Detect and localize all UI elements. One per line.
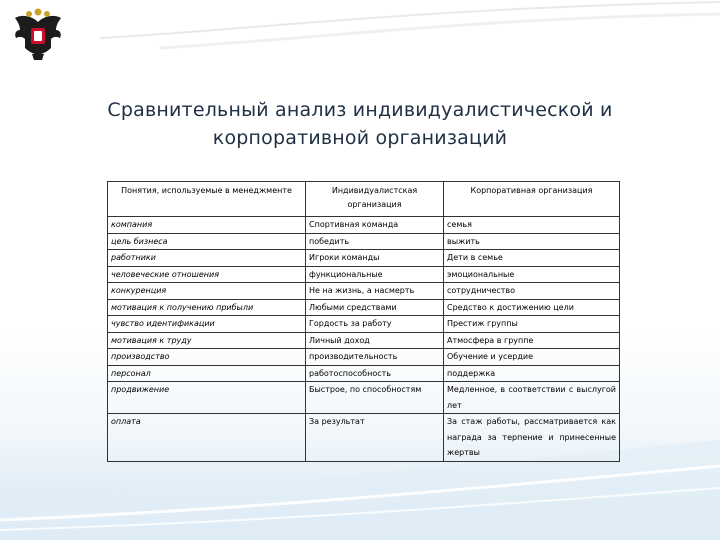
table-header-row bbox=[108, 182, 620, 217]
row-concept: компания bbox=[108, 217, 306, 234]
row-individualist: Не на жизнь, а насмерть bbox=[306, 283, 444, 300]
row-concept: конкуренция bbox=[108, 283, 306, 300]
row-concept: производство bbox=[108, 349, 306, 366]
top-wave-decoration bbox=[100, 0, 720, 70]
row-individualist: Спортивная команда bbox=[306, 217, 444, 234]
row-concept: оплата bbox=[108, 414, 306, 462]
slide-title bbox=[60, 96, 660, 152]
row-concept: продвижение bbox=[108, 382, 306, 414]
table-row bbox=[108, 382, 620, 414]
row-corporate: выжить bbox=[444, 233, 620, 250]
header-individualist: Индивидуалистская организация bbox=[306, 182, 444, 217]
header-concepts: Понятия, используемые в менеджменте bbox=[108, 182, 306, 217]
title-line-2: корпоративной организаций bbox=[212, 127, 508, 149]
row-concept: работники bbox=[108, 250, 306, 267]
row-individualist: производительность bbox=[306, 349, 444, 366]
table-row bbox=[108, 283, 620, 300]
table-row bbox=[108, 349, 620, 366]
row-individualist: работоспособность bbox=[306, 365, 444, 382]
row-individualist: Быстрое, по способностям bbox=[306, 382, 444, 414]
row-corporate: сотрудничество bbox=[444, 283, 620, 300]
row-individualist: Гордость за работу bbox=[306, 316, 444, 333]
double-headed-eagle-emblem-icon bbox=[12, 8, 64, 62]
table-row bbox=[108, 316, 620, 333]
table-row bbox=[108, 233, 620, 250]
table-row bbox=[108, 365, 620, 382]
row-concept: человеческие отношения bbox=[108, 266, 306, 283]
row-corporate: поддержка bbox=[444, 365, 620, 382]
row-corporate: Медленное, в соответствии с выслугой лет bbox=[444, 382, 620, 414]
row-concept: цель бизнеса bbox=[108, 233, 306, 250]
row-corporate: семья bbox=[444, 217, 620, 234]
row-concept: мотивация к труду bbox=[108, 332, 306, 349]
row-concept: персонал bbox=[108, 365, 306, 382]
row-corporate: За стаж работы, рассматривается как награда за терпение и принесенные жертвы bbox=[444, 414, 620, 462]
row-concept: мотивация к получению прибыли bbox=[108, 299, 306, 316]
table-row bbox=[108, 266, 620, 283]
row-corporate: Атмосфера в группе bbox=[444, 332, 620, 349]
row-corporate: Обучение и усердие bbox=[444, 349, 620, 366]
table-row bbox=[108, 299, 620, 316]
comparison-table bbox=[107, 181, 620, 462]
row-concept: чувство идентификации bbox=[108, 316, 306, 333]
row-individualist: Личный доход bbox=[306, 332, 444, 349]
table-row bbox=[108, 414, 620, 462]
header-corporate: Корпоративная организация bbox=[444, 182, 620, 217]
row-individualist: Любыми средствами bbox=[306, 299, 444, 316]
row-corporate: эмоциональные bbox=[444, 266, 620, 283]
row-corporate: Средство к достижению цели bbox=[444, 299, 620, 316]
table-row bbox=[108, 250, 620, 267]
table-row bbox=[108, 217, 620, 234]
table-row bbox=[108, 332, 620, 349]
row-individualist: Игроки команды bbox=[306, 250, 444, 267]
row-individualist: функциональные bbox=[306, 266, 444, 283]
row-corporate: Престиж группы bbox=[444, 316, 620, 333]
row-corporate: Дети в семье bbox=[444, 250, 620, 267]
row-individualist: За результат bbox=[306, 414, 444, 462]
row-individualist: победить bbox=[306, 233, 444, 250]
title-line-1: Сравнительный анализ индивидуалистической и bbox=[107, 99, 613, 121]
